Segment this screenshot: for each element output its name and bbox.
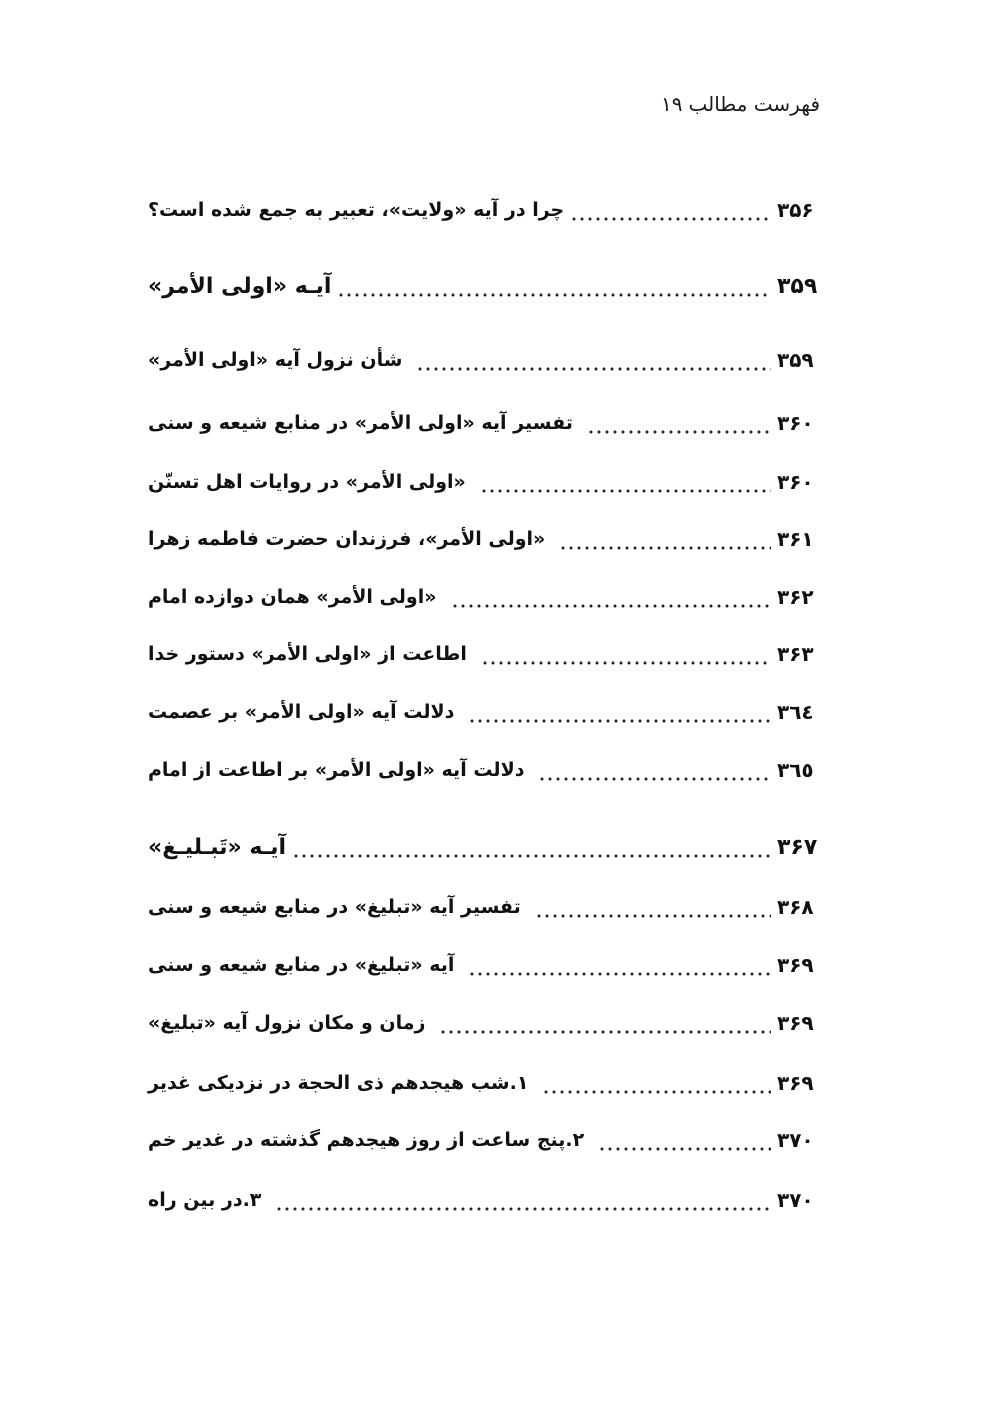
toc-entry-page: ۳۶۱: [777, 527, 814, 551]
toc-entry-title: ۲.پنج ساعت از روز هیجدهم گذشته در غدیر خم: [148, 1129, 585, 1151]
toc-entry-page: ۳۶۹: [777, 1071, 814, 1095]
dot-leader: [535, 887, 771, 927]
dot-leader: [468, 945, 771, 985]
toc-entry-page: ۳٦٥: [777, 758, 814, 782]
toc-entry-title: دلالت آیه «اولی الأمر» بر عصمت: [148, 701, 455, 723]
toc-entry-title: دلالت آیه «اولی الأمر» بر اطاعت از امام: [148, 759, 525, 781]
header-title: فهرست مطالب: [688, 92, 820, 116]
toc-entry-page: ۳۵۹: [777, 348, 814, 372]
toc-entry-page: ۳٦٤: [777, 700, 814, 724]
toc-entry[interactable]: [148, 945, 823, 985]
dot-leader: [439, 1003, 771, 1043]
toc-entry-page: ۳۶۸: [777, 895, 814, 919]
toc-entry-page: ۳۶۳: [777, 642, 814, 666]
dot-leader: [481, 634, 771, 674]
dot-leader: [598, 1120, 771, 1160]
dot-leader: [480, 462, 771, 502]
dot-leader: [337, 266, 771, 306]
toc-entry-title: تفسیر آیه «تبلیغ» در منابع شیعه و سنی: [148, 896, 521, 918]
toc-entry[interactable]: [148, 340, 823, 380]
toc-section-heading[interactable]: [148, 266, 823, 306]
toc-entry-title: تفسیر آیه «اولی الأمر» در منابع شیعه و سنی: [148, 412, 573, 434]
toc-entry-title: ۱.شب هیجدهم ذی الحجة در نزدیکی غدیر: [148, 1072, 529, 1094]
toc-entry-page: ۳۶۲: [777, 585, 814, 609]
dot-leader: [292, 827, 771, 867]
running-header: [655, 92, 820, 116]
toc-entry-page: ۳۶۹: [777, 1011, 814, 1035]
dot-leader: [538, 750, 771, 790]
toc-entry[interactable]: [148, 634, 823, 674]
toc-entry-title: آیـه «تَبـلیـغ»: [148, 834, 287, 860]
toc-entry-title: چرا در آیه «ولایت»، تعبیر به جمع شده است؟: [148, 199, 565, 221]
toc-entry[interactable]: [148, 462, 823, 502]
header-page-number: ۱۹: [661, 92, 683, 116]
toc-entry-page: ۳۵۶: [777, 198, 814, 222]
toc-entry-page: ۳۵۹: [777, 273, 818, 299]
dot-leader: [275, 1180, 771, 1220]
toc-section-heading[interactable]: [148, 827, 823, 867]
toc-entry-title: ۳.در بین راه: [148, 1189, 262, 1211]
toc-entry[interactable]: [148, 750, 823, 790]
toc-entry[interactable]: [148, 403, 823, 443]
toc-entry-title: آیـه «اولی الأمر»: [148, 273, 332, 299]
dot-leader: [570, 190, 771, 230]
toc-entry-title: آیه «تبلیغ» در منابع شیعه و سنی: [148, 954, 455, 976]
toc-entry-page: ۳۷۰: [777, 1128, 814, 1152]
toc-entry-title: زمان و مکان نزول آیه «تبلیغ»: [148, 1012, 426, 1034]
dot-leader: [559, 519, 771, 559]
dot-leader: [587, 403, 771, 443]
toc-entry-page: ۳۶۷: [777, 834, 818, 860]
toc-entry[interactable]: [148, 1003, 823, 1043]
toc-entry[interactable]: [148, 692, 823, 732]
toc-entry-page: ۳۶۰: [777, 470, 814, 494]
toc-entry-title: شأن نزول آیه «اولی الأمر»: [148, 349, 403, 371]
dot-leader: [416, 340, 771, 380]
toc-entry[interactable]: [148, 519, 823, 559]
dot-leader: [451, 577, 771, 617]
toc-entry[interactable]: [148, 887, 823, 927]
toc-entry[interactable]: [148, 1180, 823, 1220]
toc-entry[interactable]: [148, 1063, 823, 1103]
toc-entry-page: ۳۶۹: [777, 953, 814, 977]
toc-entry-title: «اولی الأمر» همان دوازده امام: [148, 586, 437, 608]
toc-entry-title: «اولی الأمر»، فرزندان حضرت فاطمه زهرا: [148, 528, 546, 550]
dot-leader: [542, 1063, 771, 1103]
toc-entry[interactable]: [148, 190, 823, 230]
dot-leader: [468, 692, 771, 732]
toc-entry-title: «اولی الأمر» در روایات اهل تسنّن: [148, 471, 466, 493]
toc-entry[interactable]: [148, 577, 823, 617]
toc-entry-page: ۳۶۰: [777, 411, 814, 435]
toc-entry-title: اطاعت از «اولی الأمر» دستور خدا: [148, 643, 467, 665]
toc-entry[interactable]: [148, 1120, 823, 1160]
toc-entry-page: ۳۷۰: [777, 1188, 814, 1212]
